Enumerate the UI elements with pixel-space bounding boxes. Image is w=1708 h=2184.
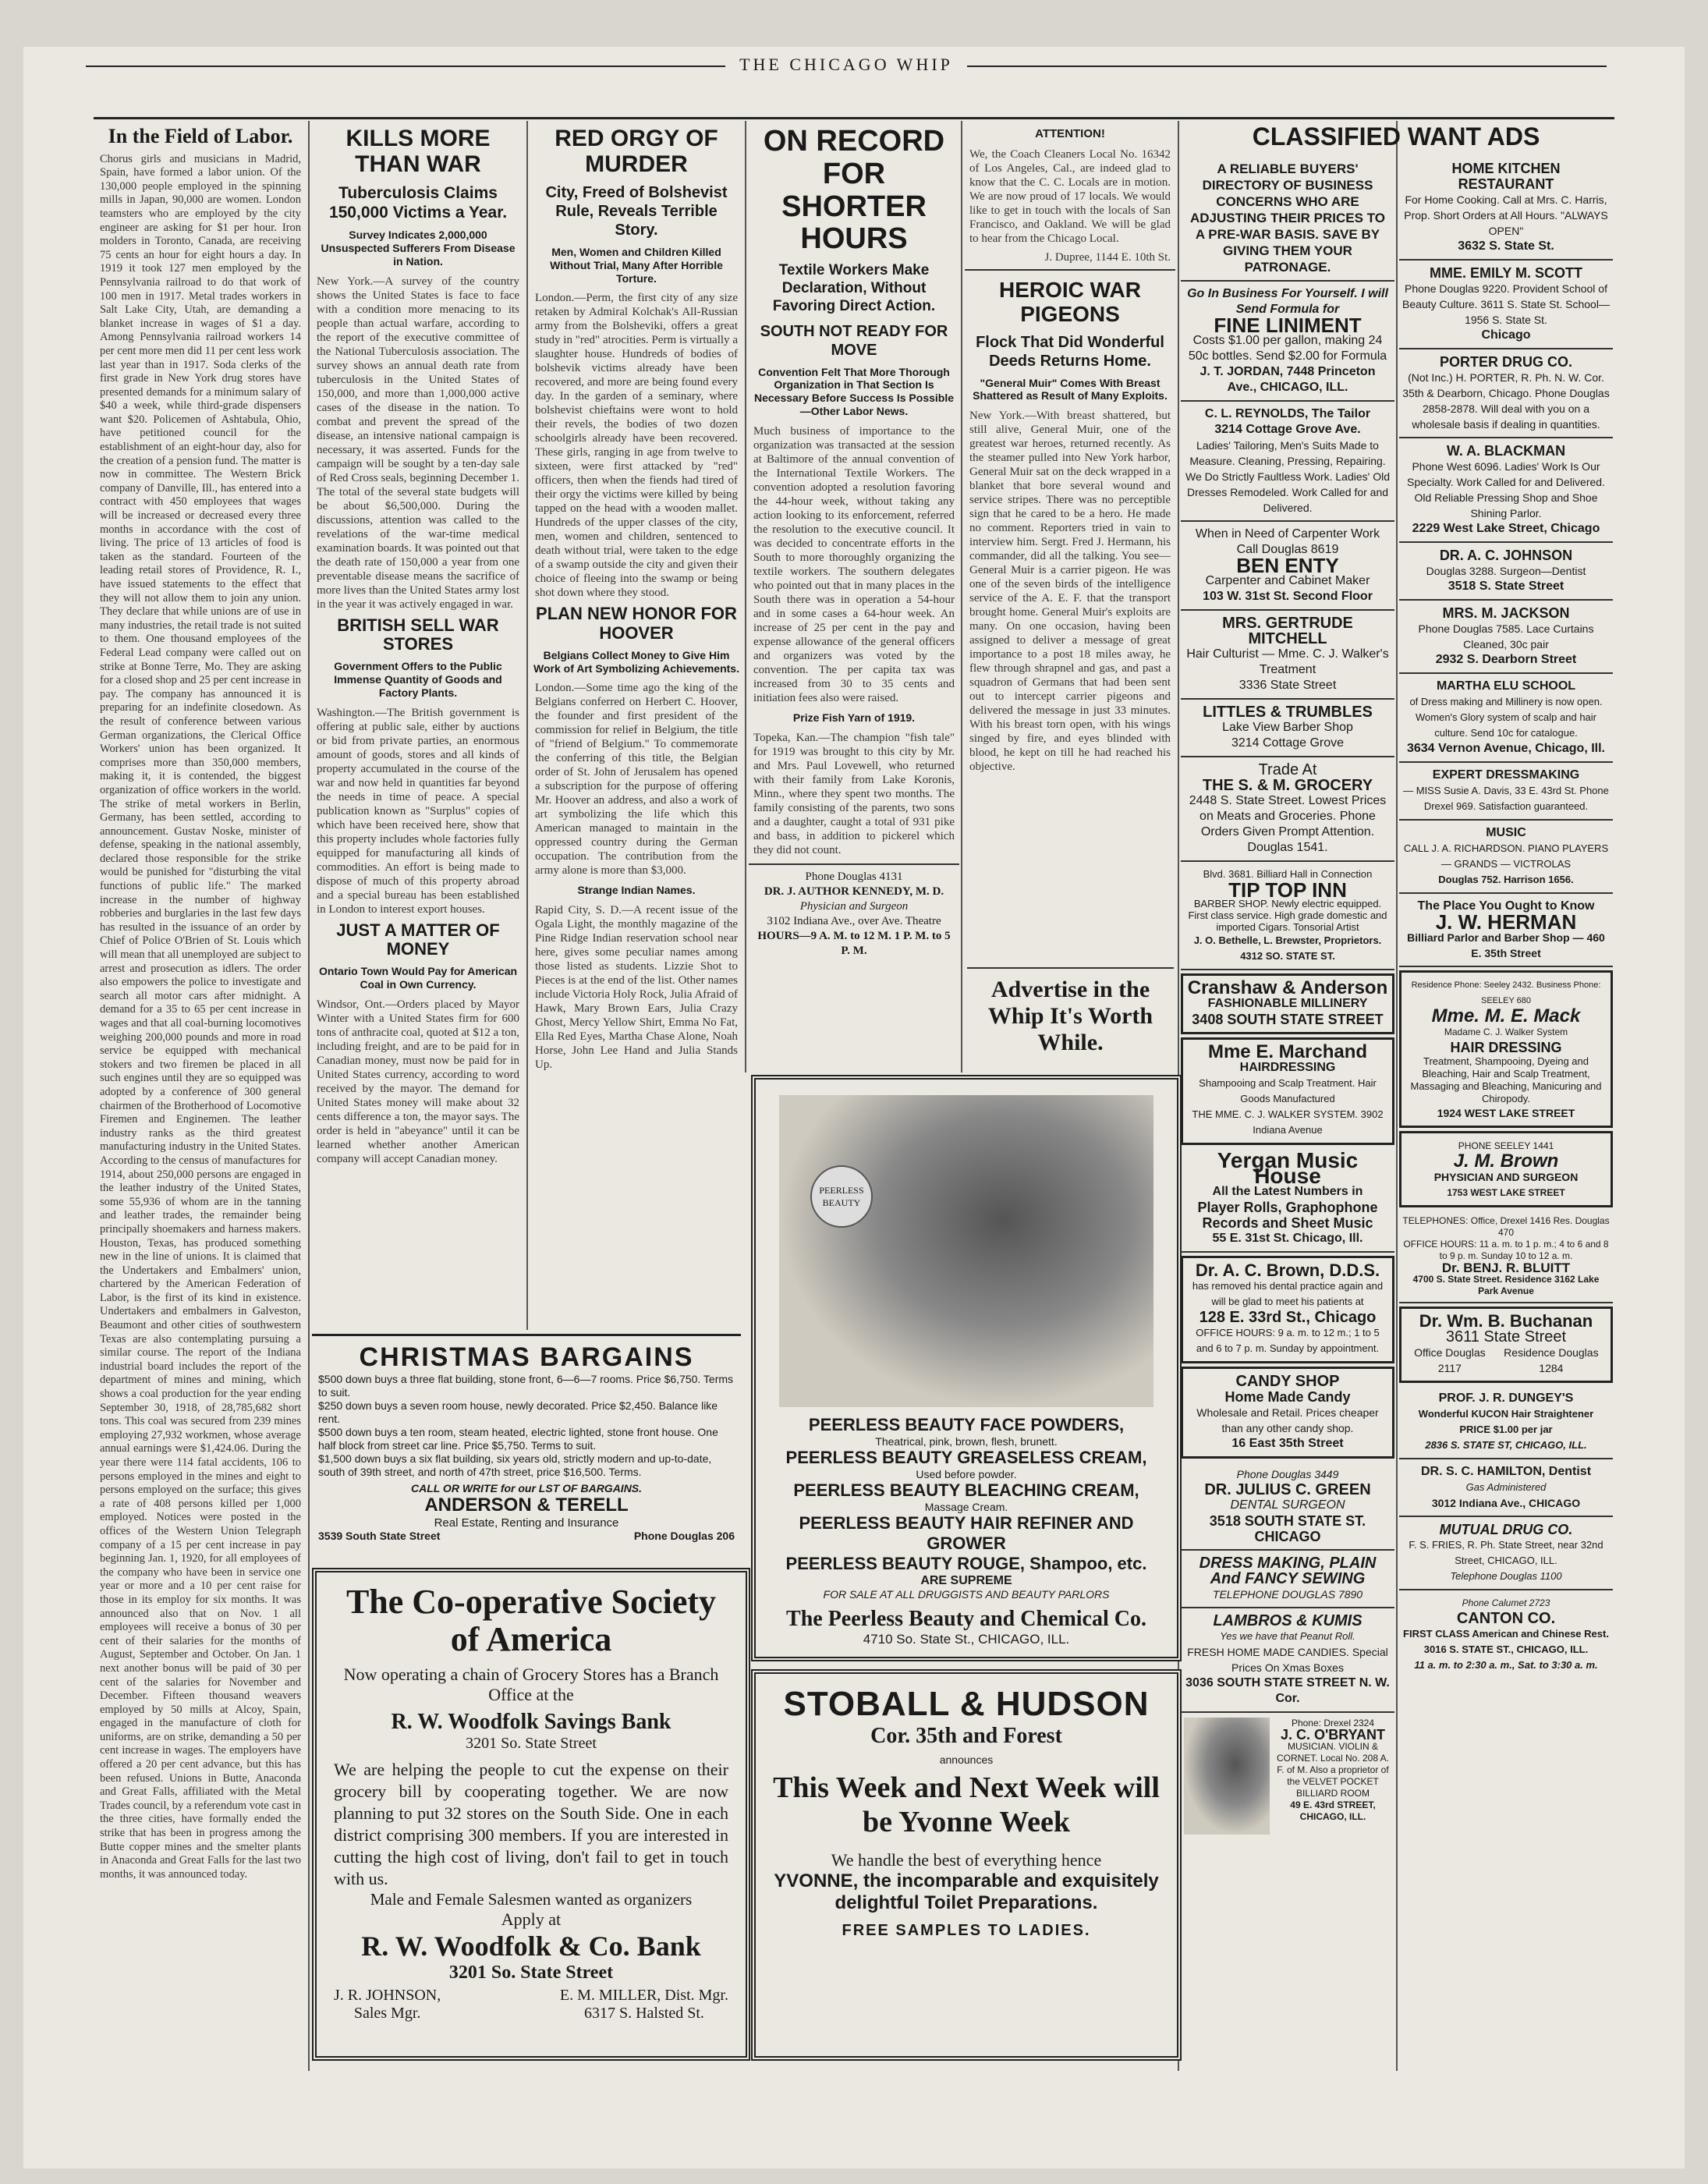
woman-portrait-image (779, 1095, 1153, 1407)
ad-body: FIRST CLASS American and Chinese Rest. 3016 S. STATE ST., CHICAGO, ILL. (1403, 1628, 1609, 1655)
ad-sub: Madame C. J. Walker System (1444, 1026, 1568, 1037)
ad-sub: All the Latest Numbers in (1212, 1185, 1363, 1198)
classified-ad (1399, 1306, 1613, 1383)
ad-name: Yergan Music House (1217, 1148, 1359, 1188)
labor-column (95, 121, 306, 2055)
ad-address: 3408 SOUTH STATE STREET (1192, 1012, 1384, 1027)
card-address: 3102 Indiana Ave., over Ave. Theatre (767, 914, 941, 927)
masthead-rule-right (967, 66, 1607, 67)
classified-ad (1399, 970, 1613, 1128)
ad-name: Dr. BENJ. R. BLUITT (1441, 1260, 1571, 1275)
ad-address: 2836 S. STATE ST, CHICAGO, ILL. (1425, 1439, 1587, 1451)
ad-body: Shampooing and Scalp Treatment. Hair Goods Manufactured (1199, 1077, 1377, 1104)
article-deck: Government Offers to the Public Immense Quantity of Goods and Factory Plants. (334, 660, 502, 699)
ad-name: Mme E. Marchand (1207, 1041, 1368, 1062)
company-address: 4710 So. State St., CHICAGO, ILL. (863, 1632, 1070, 1647)
ad-foot: Billiard Parlor and Barber Shop — 460 E. 35th Street (1407, 931, 1605, 959)
article-body: New York.—With breast shattered, but still alive, General Muir, one of the greatest war heroes, returned recently. As the steamer pulled into New York harbor, General Muir sat on the deck wrapped in a blanket that bore several wound and service stripes. There was no perceptible sign that he cared to be a hero. He made no comment. Reporters tried in vain to interview him. Sergt. Fred J. Hermann, his commander, did all the talking. You see—General Muir is a carrier pigeon. He was one of the seven birds of the intelligence service of the A. E. F. that the transport brought home. General Muir's exploits are many. On one occasion, having been assigned to deliver a message of great importance to a post 18 miles away, he flew through shrapnel and gas, and past a squadron of Germans that had been sent out to intercept carrier pigeons and delivered the message in just 33 minutes. With his breast torn open, with his wings singed by fire, and eyes blinded with blood, he kept on till he had reached his objective. (969, 410, 1171, 774)
product-line: PEERLESS BEAUTY ROUGE, Shampoo, etc. (785, 1554, 1147, 1573)
ad-body: Wonderful KUCON Hair Straightener PRICE $1.00 per jar (1418, 1408, 1594, 1435)
ad-foot: 2229 West Lake Street, Chicago (1412, 522, 1600, 535)
classified-ad (1399, 261, 1613, 349)
ad-name: CANDY SHOP (1235, 1373, 1340, 1390)
article-body: London.—Perm, the first city of any size retaken by Admiral Kolchak's All-Russian army from the Bolsheviki, offers a great study in "red" atrocities. Perm is virtually a slaughter house. Hundreds of bodies of bolshevik victims already have been recovered, and more are being found every day. In the garden of a seminary, where bolshevist chieftains were wont to hold their revels, the bodies of two dozen schoolgirls already have been recovered. These girls, ranging in age from twelve to sixteen, were first attacked by "red" officers, then when the fiends had tired of their orgy the victims were killed by being tapped on the head with a wooden mallet. Hundreds of the upper classes of the city, men, women and children, sentenced to death without trial, were taken to the edge of a swamp outside the city and given their choice of fleeing into the swamp or being shot down where they stood. (535, 292, 738, 600)
classified-ad (1399, 543, 1613, 601)
article-deck: Textile Workers Make Declaration, Without Favoring Direct Action. (772, 262, 936, 314)
article-headline: PLAN NEW HONOR FOR HOOVER (536, 604, 737, 643)
classified-ad (1181, 1256, 1394, 1363)
bargain-item: $500 down buys a ten room, steam heated, electric lighted, stone front house. One half block from street car line. Price $5,750. Terms to suit. (318, 1426, 718, 1452)
ad-name: DR. A. C. JOHNSON (1439, 548, 1573, 563)
article-body: Windsor, Ont.—Orders placed by Mayor Winter with a United States firm for 600 tons of anthracite coal, quoted at $12 a ton, including freight, and are to be paid for in Canadian money, must now be paid for in United States currency, according to word received by the mayor. The demand for United States money will make about 32 cents difference a ton, the mayor says. The order is held in "abeyance" until it can be learned whether another American company will accept Canadian money. (317, 998, 519, 1165)
article-subhead: Prize Fish Yarn of 1919. (792, 711, 916, 724)
ad-name: THE S. & M. GROCERY (1202, 777, 1373, 794)
ad-body: J. W. HERMAN (1435, 910, 1577, 934)
ad-body: We handle the best of everything hence (831, 1850, 1102, 1870)
christmas-bargains-ad (312, 1334, 741, 1562)
bank-name: R. W. Woodfolk & Co. Bank (361, 1930, 701, 1962)
ad-address: 3518 SOUTH STATE ST. CHICAGO (1209, 1513, 1366, 1544)
column-rule (526, 121, 528, 1330)
ad-name: PORTER DRUG CO. (1439, 354, 1572, 370)
classified-ad (1399, 349, 1613, 438)
musician-portrait-image (1184, 1718, 1270, 1835)
ad-name: MUTUAL DRUG CO. (1439, 1522, 1573, 1537)
bank-name: R. W. Woodfolk Savings Bank (391, 1710, 672, 1734)
store-name: STOBALL & HUDSON (783, 1685, 1150, 1723)
bank-address: 3201 So. State Street (466, 1735, 597, 1752)
directory-intro: A RELIABLE BUYERS' DIRECTORY OF BUSINESS CONCERNS WHO ARE ADJUSTING THEIR PRICES TO A PRE-WAR BASIS. SAVE BY GIVING THEM YOUR PATRONAGE. (1181, 156, 1394, 282)
ad-name: J. C. O'BRYANT (1281, 1727, 1385, 1743)
classified-ad (1181, 757, 1394, 862)
ad-foot: 55 E. 31st St. Chicago, Ill. (1212, 1232, 1363, 1245)
ad-body: Lake View Barber Shop (1222, 721, 1353, 734)
ad-hours: OFFICE HOURS: 11 a. m. to 1 p. m.; 4 to 6 and 8 to 9 p. m. Sunday 10 to 12 a. m. (1403, 1239, 1609, 1261)
product-tagline: ARE SUPREME (920, 1574, 1012, 1587)
ad-head: Blvd. 3681. Billiard Hall in Connection (1203, 868, 1373, 880)
ad-foot: Douglas 1541. (1247, 841, 1328, 854)
ad-hours: OFFICE HOURS: 9 a. m. to 12 m.; 1 to 5 and 6 to 7 p. m. Sunday by appointment. (1196, 1327, 1380, 1354)
classified-ad (1181, 1148, 1394, 1253)
classified-ad (1181, 282, 1394, 402)
classified-ad (1181, 1608, 1394, 1713)
column-rule (308, 121, 310, 2071)
ad-foot: 3632 S. State St. (1458, 239, 1554, 253)
ad-hours: 11 a. m. to 2:30 a. m., Sat. to 3:30 a. m. (1414, 1659, 1598, 1671)
ad-body: Carpenter and Cabinet Maker (1205, 574, 1370, 587)
article-headline: JUST A MATTER OF MONEY (336, 920, 500, 959)
classified-ad (1399, 1386, 1613, 1459)
product-note: Massage Cream. (924, 1501, 1008, 1513)
classified-ad (1181, 1551, 1394, 1608)
ad-address: 4700 S. State Street. Residence 3162 Lake Park Avenue (1412, 1274, 1600, 1296)
ad-title: CHRISTMAS BARGAINS (359, 1342, 694, 1372)
ad-body: Douglas 3288. Surgeon—Dentist (1426, 565, 1586, 577)
column-three (530, 121, 742, 1322)
article-deck: Men, Women and Children Killed Without Trial, Many After Horrible Torture. (550, 246, 723, 285)
ad-title: HAIR DRESSING (1450, 1040, 1562, 1055)
article-body: London.—Some time ago the king of the Belgians conferred on Herbert C. Hoover, the founder and first president of the commission for relief in Belgium, the title of "friend of Belgium." To commemorate the conferring of this title, the Belgian order of St. John of Jerusalem has opened a subscription for the purpose of offering Mr. Hoover an address, and also a work of art symbolizing the life which this American managed to maintain in the oppressed country during the German occupation. The contribution from the army alone is more than $3,000. (535, 682, 738, 878)
ad-body: MUSICIAN. VIOLIN & CORNET. Local No. 208 A. F. of M. Also a proprietor of the VELVET POCKET BILLIARD ROOM (1276, 1741, 1390, 1799)
ad-name: PROF. J. R. DUNGEY'S (1438, 1392, 1574, 1405)
ad-body: FRESH HOME MADE CANDIES. Special Prices On Xmas Boxes (1187, 1646, 1388, 1674)
yvonne-headline: This Week and Next Week will be Yvonne Week (773, 1771, 1160, 1838)
classified-title-block (1182, 123, 1611, 154)
article-headline: ON RECORD FOR SHORTER HOURS (763, 125, 945, 256)
ad-phone: Telephone Douglas 1100 (1450, 1570, 1562, 1582)
ad-body: Ladies' Tailoring, Men's Suits Made to Measure. Cleaning, Pressing, Repairing. We Do Strictly Faultless Work. Ladies' Old Dresses Remodeled. Work Called for and Delivered. (1185, 439, 1390, 514)
ad-name: BEN ENTY (1236, 554, 1339, 577)
ad-address: 1753 WEST LAKE STREET (1447, 1187, 1565, 1198)
classified-title: CLASSIFIED WANT ADS (1252, 123, 1540, 151)
ad-name: TIP TOP INN (1228, 878, 1347, 902)
article-body: Washington.—The British government is offering at public sale, either by auctions or bid from private parties, an enormous amount of goods, stores and all kinds of property accumulated in the course of the war and now held in quantities far beyond the needs in time of peace. A special publication known as "Surplus" copies of which have been received here, show that this property includes whole factories fully equipped for manufacturing all kinds of commodities. An effort is being made to dispose of much of this property abroad and a special bureau has been established in London to interest export houses. (317, 706, 519, 916)
advertise-notice: Advertise in the Whip It's Worth While. (967, 967, 1174, 1039)
ad-body: Phone Douglas 9220. Provident School of Beauty Culture. 3611 S. State St. School—1956 S. State St. (1402, 282, 1610, 326)
classified-ad (1181, 1462, 1394, 1551)
column-four (749, 121, 959, 1069)
ad-foot: 2932 S. Dearborn Street (1435, 653, 1577, 666)
ad-body: Player Rolls, Graphophone Records and Sheet Music (1197, 1200, 1378, 1231)
ad-phone: Phone Calumet 2723 (1462, 1597, 1550, 1608)
ad-name: W. A. BLACKMAN (1446, 443, 1566, 459)
classified-left-column (1181, 156, 1394, 2059)
ad-sub: PHYSICIAN AND SURGEON (1433, 1171, 1579, 1183)
article-deck: Tuberculosis Claims 150,000 Victims a Year. (328, 184, 508, 222)
article-headline: KILLS MORE THAN WAR (345, 126, 491, 177)
bargain-item: $1,500 down buys a six flat building, six years old, strictly modern and up-to-date, south of 39th street, and north of 47th street, price $16,500. Terms. (318, 1452, 712, 1478)
ad-sub: Yes we have that Peanut Roll. (1220, 1630, 1355, 1642)
ad-head: Trade At (1258, 761, 1317, 778)
ad-name: J. M. Brown (1453, 1150, 1559, 1172)
ad-name: MRS. M. JACKSON (1442, 605, 1570, 621)
store-corner: Cor. 35th and Forest (870, 1724, 1062, 1748)
ad-body: has removed his dental practice again and will be glad to meet his patients at (1192, 1280, 1384, 1307)
ad-foot: Chicago (1481, 328, 1531, 342)
article-subhead: Strange Indian Names. (577, 884, 696, 897)
article-headline: RED ORGY OF MURDER (555, 126, 718, 177)
article-deck: "General Muir" Comes With Breast Shattered as Result of Many Exploits. (973, 376, 1168, 402)
ad-body: CALL J. A. RICHARDSON. PIANO PLAYERS — GRANDS — VICTROLAS (1403, 842, 1609, 870)
ad-body: Wholesale and Retail. Prices cheaper than any other candy shop. (1196, 1406, 1379, 1434)
ad-foot: 3336 State Street (1238, 679, 1337, 692)
masthead-rule-left (86, 66, 725, 67)
article-deck: Belgians Collect Money to Give Him Work of Art Symbolizing Achievements. (533, 648, 739, 675)
column-rule (745, 121, 746, 1072)
product-line: PEERLESS BEAUTY BLEACHING CREAM, (793, 1480, 1139, 1500)
ad-name: MRS. GERTRUDE MITCHELL (1222, 615, 1353, 647)
ad-call: CALL OR WRITE for our LST OF BARGAINS. (410, 1482, 643, 1494)
masthead (86, 55, 1607, 78)
classified-ad (1399, 763, 1613, 821)
classified-ad (1399, 821, 1613, 894)
ad-office: Office Douglas 2117 (1414, 1346, 1486, 1374)
ad-body: 2448 S. State Street. Lowest Prices on Meats and Groceries. Phone Orders Given Prompt Attention. (1189, 794, 1387, 838)
firm-phone: Phone Douglas 206 (633, 1530, 735, 1542)
article-deck: Ontario Town Would Pay for American Coal in Own Currency. (318, 964, 518, 991)
article-headline: BRITISH SELL WAR STORES (337, 615, 499, 654)
physician-card (749, 863, 959, 963)
free-samples: FREE SAMPLES TO LADIES. (842, 1922, 1091, 1939)
bargain-item: $500 down buys a three flat building, stone front, 6—6—7 rooms. Price $6,750. Terms to suit. (318, 1373, 734, 1399)
classified-ad (1181, 700, 1394, 757)
ad-body: For Home Cooking. Call at Mrs. C. Harris, Prop. Short Orders at All Hours. "ALWAYS OPEN" (1404, 193, 1608, 237)
ad-foot: 3634 Vernon Avenue, Chicago, Ill. (1406, 742, 1605, 755)
ad-phone: Phone Douglas 3449 (1236, 1468, 1339, 1480)
ad-residence: Residence Douglas 1284 (1504, 1346, 1599, 1374)
ad-body: — MISS Susie A. Davis, 33 E. 43rd St. Phone Drexel 969. Satisfaction guaranteed. (1403, 785, 1609, 812)
ad-body: Phone Douglas 7585. Lace Curtains Cleaned, 30c pair (1418, 622, 1594, 651)
labor-headline: In the Field of Labor. (108, 125, 293, 147)
ad-name: MUSIC (1486, 826, 1526, 839)
column-rule (961, 121, 962, 1072)
peerless-products (771, 1415, 1161, 1647)
classified-ad (1399, 1459, 1613, 1517)
ad-foot: 103 W. 31st St. Second Floor (1203, 590, 1373, 603)
signature-title: Sales Mgr. (353, 2005, 421, 2022)
article-deck: City, Freed of Bolshevist Rule, Reveals Terrible Story. (545, 184, 728, 239)
ad-sub: DENTAL SURGEON (1230, 1498, 1345, 1512)
ad-phone: TELEPHONE DOUGLAS 7890 (1212, 1588, 1363, 1601)
announces-text: announces (939, 1753, 994, 1766)
ad-phones (1405, 1345, 1607, 1376)
card-title: Physician and Surgeon (799, 899, 909, 913)
ad-name: LITTLES & TRUMBLES (1203, 704, 1373, 721)
product-line: PEERLESS BEAUTY GREASELESS CREAM, (785, 1448, 1147, 1467)
attention-title: ATTENTION! (1035, 127, 1105, 140)
attention-signature: J. Dupree, 1144 E. 10th St. (1044, 251, 1171, 264)
ad-foot: J. T. JORDAN, 7448 Princeton Ave., CHICAGO, ILL. (1199, 365, 1376, 394)
company-name: The Peerless Beauty and Chemical Co. (786, 1607, 1146, 1631)
ad-title: The Co-operative Society of America (345, 1583, 717, 1658)
ad-head: C. L. REYNOLDS, The Tailor (1204, 407, 1371, 420)
ad-name: Cranshaw & Anderson (1187, 977, 1388, 998)
article-body: Topeka, Kan.—The champion "fish tale" for 1919 was brought to this city by Mr. and Mrs. Paul Lovewell, who returned with their family from Lake Koronis, Minn., where they spent two months. The family consisting of the parents, two sons and a daughter, caught a total of 931 pike and bass, in addition to pickerel which they did not count. (753, 731, 955, 856)
top-rule (94, 117, 1614, 119)
classified-ad (1399, 674, 1613, 763)
ad-name: DR. S. C. HAMILTON, Dentist (1420, 1465, 1592, 1478)
article-deck: SOUTH NOT READY FOR MOVE (760, 322, 948, 359)
firm-address: 3539 South State Street (318, 1530, 441, 1542)
cream-jar-icon (810, 1165, 873, 1228)
ad-body: Phone West 6096. Ladies' Work Is Our Specialty. Work Called for and Delivered. Old Reliable Pressing Shop and Shoe Shining Parlor. (1407, 460, 1605, 519)
product-line: PEERLESS BEAUTY HAIR REFINER AND GROWER (799, 1513, 1134, 1553)
ad-name: MME. EMILY M. SCOTT (1429, 265, 1582, 281)
column-rule (1396, 121, 1398, 2071)
ad-head: When in Need of Carpenter Work Call Douglas 8619 (1195, 527, 1380, 556)
classified-ad (1399, 1590, 1613, 1678)
peerless-beauty-ad (751, 1075, 1182, 1661)
masthead-title: THE CHICAGO WHIP (727, 55, 966, 74)
ad-foot: 3214 Cottage Grove (1231, 736, 1345, 750)
ad-body: Treatment, Shampooing, Dyeing and Bleaching, Hair and Scalp Treatment, Massaging and Bleaching, Manicuring and Chiropody. (1410, 1055, 1602, 1104)
ad-address: 3036 SOUTH STATE STREET N. W. Cor. (1185, 1676, 1390, 1705)
firm-name: ANDERSON & TERELL (424, 1494, 629, 1516)
ad-body: of Dress making and Millinery is now open. Women's Glory system of scalp and hair culture. Send 10c for catalogue. (1409, 696, 1603, 739)
ad-body: YVONNE, the incomparable and exquisitely delightful Toilet Preparations. (774, 1870, 1159, 1913)
ad-head: Go In Business For Yourself. I will Send Formula for (1187, 287, 1388, 316)
stoball-hudson-ad (751, 1669, 1182, 2061)
ad-apply: Apply at (501, 1909, 562, 1929)
ad-name: DRESS MAKING, PLAIN And FANCY SEWING (1199, 1555, 1377, 1587)
signature-name: J. R. JOHNSON, (334, 1987, 441, 2004)
ad-address: 16 East 35th Street (1231, 1437, 1344, 1450)
ad-phone: Residence Phone: Seeley 2432. Business Phone: SEELEY 680 (1411, 980, 1601, 1005)
article-deck: Convention Felt That More Thorough Organization in That Section Is Necessary Before Success Is Possible—Other Labor News. (753, 365, 955, 417)
product-note: Used before powder. (916, 1468, 1017, 1480)
signature-title: 6317 S. Halsted St. (583, 2005, 704, 2022)
ad-body: Costs $1.00 per gallon, making 24 50c bottles. Send $2.00 for Formula (1188, 334, 1387, 363)
ad-body: F. S. FRIES, R. Ph. State Street, near 32nd Street, CHICAGO, ILL. (1409, 1539, 1603, 1566)
ad-foot: Douglas 752. Harrison 1656. (1438, 874, 1574, 885)
classified-ad (1181, 611, 1394, 700)
card-phone: Phone Douglas 4131 (805, 870, 903, 883)
ad-name: HOME KITCHEN RESTAURANT (1451, 161, 1561, 192)
classified-ad (1181, 1713, 1394, 1839)
ad-name: MARTHA ELU SCHOOL (1436, 679, 1576, 693)
classified-ad (1181, 1037, 1394, 1145)
ad-sub: Home Made Candy (1224, 1389, 1351, 1405)
bank-address: 3201 So. State Street (448, 1962, 614, 1983)
ad-signatures (334, 1987, 728, 2023)
ad-phone: TELEPHONES: Office, Drexel 1416 Res. Douglas 470 (1402, 1215, 1610, 1238)
ad-address: 1924 WEST LAKE STREET (1437, 1107, 1575, 1119)
ad-address: 49 E. 43rd STREET, CHICAGO, ILL. (1290, 1799, 1376, 1822)
firm-sub: Real Estate, Renting and Insurance (434, 1516, 619, 1530)
ad-body: Gas Administered (1465, 1481, 1547, 1493)
card-name: DR. J. AUTHOR KENNEDY, M. D. (764, 885, 944, 898)
labor-body: Chorus girls and musicians in Madrid, Spain, have formed a labor union. Of the 130,000 people employed in the spinning mills in Japan, 90,000 are women. London teamsters who are employed by the city engineer are asking for $1 per hour. Iron molders in Toronto, Canada, are receiving 75 cents an hour for eight hours a day. In 1919 it took 127 men employed by the Pennsylvania railroad to do that work of 100 men in 1917. Metal trades workers in Salt Lake City, Utah, are demanding a blanket increase in wages of $1 a day. Among Pennsylvania railroad workers 14 per cent more men did 11 per cent less work last year than in 1917. Soda clerks of the first grade in New York drug stores have presented demands for a minimum salary of $40 a week, while third-grade dispensers want $20. Policemen of Ashtabula, Ohio, have petitioned council for the establishment of an eight-hour day, also for the creation of a pension fund. The matter is now in committee. The Western Brick company of Danville, Ill., has entered into a contract with 450 employees that wages will be increased or decreased every three months in accordance with the cost of living. The price of 13 articles of food is taken as the standard. Fourteen of the leading retail stores of Providence, R. I., have issued statements to the effect that they will not allow them to join any union. They declare that while unions are of use in many industries, the retail trade is not suited to them. One thousand employees of the Federal Lead company were called out on strike at Bonne Terre, Mo. They are asking for a closed shop and 25 per cent increase in pay. The company has announced it is preparing for an indefinite closedown. As the result of conference between various German organizations, the Clerical Office Workers' union has been organized. It comprises more than 350,000 members, making it, it is contended, the biggest organization of office workers in the world. The strike of metal workers in Berlin, Germany, has been settled, according to announcement. Gustav Noske, minister of defense, speaking in the national assembly, declared those responsible for the strike would be punished for "disturbing the vital functions of public life." The marked increase in the number of highway robberies and burglaries in the last few days has resulted in the issuance of an order by Chief of Police O'Brien of St. Louis which will mean that all unemployed are subject to arrest and prosecution as idlers. The order also empowers the police to investigate and search all motor cars after midnight. A demand for a 35 to 65 per cent increase in wages and that all coal-burning locomotives weighing 200,000 pounds and more in road service be equipped with mechanical stokers and two firemen be placed in all such engines until they are so equipped was adopted by a conference of 300 general chairmen of the Brotherhood of Locomotive Firemen and Enginemen. The leather industry ranks as the third greatest manufacturing industry in the United States. According to the census of manufactures for 1914, about 250,000 persons are engaged in the leather industry of the United States, some 55,936 of whom are in the tanning and leather trades, the remainder being principally shoemakers and harness makers. Houston, Texas, has produced something new in the line of unions. It is claimed that the Undertakers and Embalmers' union, chartered by the American Federation of Labor, is the first of its kind in existence. Undertakers and embalmers in Galveston, Beaumont and other cities of southwestern Texas are also contemplating pursuing a similar course. The report of the Indiana industrial board includes the report of the department of mines and mining, which shows a coal production for the year ending September 30, 1918, of 28,785,682 short tons. This coal was secured from 239 mines employing 27,932 workmen, whose average annual earnings were $1,424.06. During the year there were 114 fatal accidents, 106 to persons employed in the mines and eight to persons employed on the surface; this gives a rate of 408 persons killed per 1,000 employed. Notices were posted in the offices of the Western Union Telegraph company of a 15 per cent increase in pay beginning Jan. 1, 1920, for all employees of the company who have been in service one year or more and a 10 per cent raise for those in its employ for six months. It was announced also that on Nov. 1 all employees will receive a bonus of 30 per cent of their salaries for the months of August, September and October. On Jan. 1 next another bonus will be paid of 30 per cent of the salaries for November and December. Fifteen thousand weavers employed by 50 mills at Alcoy, Spain, engaged in the manufacture of cloth for uniforms, are on strike, demanding a 50 per cent increase in wages. The employers have offered a 20 per cent advance, but this has been refused. Unions in Butte, Anaconda and Great Falls, affiliated with the Metal Trades council, by a referendum vote cast in the three cities, have formally ended the strike that has been in progress among the Butte copper mines and the smelter plants in Anaconda and Great Falls for the last two months, it was announced today. (100, 152, 301, 1881)
ad-phone: PHONE SEELEY 1441 (1458, 1140, 1554, 1151)
ad-foot: 3518 S. State Street (1448, 580, 1564, 593)
classified-ad (1181, 973, 1394, 1034)
ad-name: The Place You Ought to Know (1417, 899, 1595, 913)
ad-wanted: Male and Female Salesmen wanted as organizers (370, 1890, 693, 1909)
ad-body: Hair Culturist — Mme. C. J. Walker's Treatment (1186, 647, 1389, 676)
article-headline: HEROIC WAR PIGEONS (965, 269, 1175, 327)
bargain-item: $250 down buys a seven room house, newly decorated. Price $2,450. Balance like rent. (318, 1399, 718, 1425)
classified-ad (1399, 156, 1613, 261)
attention-body: We, the Coach Cleaners Local No. 16342 of Los Angeles, Cal., are indeed glad to know that the C. C. Locals are in motion. We are now proud of 17 locals. We would like to get in touch with the locals of San Francisco, and Oakland. We will be glad to hear from the Chicago Local. (969, 148, 1171, 245)
ad-address: 128 E. 33rd St., Chicago (1199, 1309, 1377, 1326)
classified-ad (1399, 601, 1613, 674)
ad-name: CANTON CO. (1456, 1610, 1556, 1627)
classified-ad (1181, 522, 1394, 611)
classified-ad (1399, 1131, 1613, 1207)
ad-body: BARBER SHOP. Newly electric equipped. First class service. High grade domestic and imported Cigars. Tonsorial Artist (1188, 898, 1387, 933)
jar-label: PEERLESS BEAUTY (819, 1185, 864, 1208)
signature-name: E. M. MILLER, Dist. Mgr. (559, 1987, 728, 2004)
ad-name: EXPERT DRESSMAKING (1432, 768, 1580, 782)
article-body: Much business of importance to the organization was transacted at the session at Baltimore of the annual convention of the International Textile Workers. The convention adopted a resolution favoring the 44-hour week, without taking any action looking to its enforcement, referred the resolution to the executive council. It was decided to concentrate efforts in the South to more thoroughly organizing the textile workers. The southern delegates who pointed out that in many places in the South there was in operation a 54-hour and in some cases a 64-hour week. An increase of 25 per cent in the pay and expense allowance of the general officers and organizers was voted by the convention. The per capita tax was increased from 30 to 35 cents and initiation fees also were raised. (753, 424, 955, 704)
ad-address: 3611 State Street (1445, 1328, 1567, 1346)
classified-ad (1181, 402, 1394, 522)
cooperative-society-ad (312, 1568, 750, 2061)
ad-body: (Not Inc.) H. PORTER, R. Ph. N. W. Cor. 35th & Dearborn, Chicago. Phone Douglas 2858-2878. Will deal with you on a wholesale basis if dealing in quantities. (1402, 371, 1610, 431)
column-two (312, 121, 524, 1322)
card-hours: HOURS—9 A. M. to 12 M. 1 P. M. to 5 P. M. (757, 929, 951, 957)
ad-body: We are helping the people to cut the expense on their grocery bill by cooperating together. We are now planning to put 32 stores on the South Side. One in each district comprising 300 members. If you are interested in cutting the high cost of living, don't fail to get in touch with us. (334, 1760, 728, 1888)
column-five (965, 121, 1175, 1069)
ad-name: Dr. Wm. B. Buchanan (1419, 1311, 1593, 1331)
product-note: Theatrical, pink, brown, flesh, brunett. (875, 1435, 1058, 1448)
article-deck: Survey Indicates 2,000,000 Unsuspected Sufferers From Disease in Nation. (321, 229, 516, 268)
classified-ad (1181, 862, 1394, 970)
ad-name: Dr. A. C. Brown, D.D.S. (1195, 1260, 1380, 1280)
ad-name: FINE LINIMENT (1214, 314, 1362, 337)
classified-ad (1399, 894, 1613, 967)
ad-address: 3012 Indiana Ave., CHICAGO (1431, 1497, 1581, 1509)
ad-name: Mme. M. E. Mack (1431, 1005, 1581, 1026)
ad-name: LAMBROS & KUMIS (1213, 1612, 1363, 1629)
classified-ad (1399, 438, 1613, 543)
ad-foot: J. O. Bethelle, L. Brewster, Proprietors. 4312 SO. STATE ST. (1193, 934, 1382, 962)
classified-right-column (1399, 156, 1613, 2059)
ad-phone: Phone: Drexel 2324 (1291, 1718, 1375, 1728)
classified-ad (1181, 1367, 1394, 1459)
ad-name: 3214 Cottage Grove Ave. (1214, 423, 1361, 436)
classified-ad (1399, 1517, 1613, 1590)
firm-contact (318, 1530, 735, 1542)
classified-ad (1399, 1211, 1613, 1303)
product-availability: FOR SALE AT ALL DRUGGISTS AND BEAUTY PARLORS (823, 1588, 1110, 1601)
article-deck: Flock That Did Wonderful Deeds Returns Home. (976, 333, 1164, 370)
article-body: New York.—A survey of the country shows the United States is face to face with a condition more menacing to its people than actual warfare, according to the report of the executive committee of the National Tuberculosis association. The survey shows an annual death rate from tuberculosis in the United States of 150,000, and more than 1,000,000 active cases of the disease in the nation. To combat and prevent the spread of the disease, an intensive national campaign is necessary, it was asserted. Funds for the campaign will be sought by a ten-day sale of Red Cross seals, beginning December 1. The total of the several state budgets will be about $6,500,000. During the discussions, attention was called to the revelations of the war-time medical examination boards. It was pointed out that the death rate of 150,000 a year from one preventable disease means the sacrifice of more lives than the United States army lost in the year it was actively engaged in war. (317, 275, 519, 611)
ad-foot: THE MME. C. J. WALKER SYSTEM. 3902 Indiana Avenue (1192, 1108, 1384, 1136)
article-body: Rapid City, S. D.—A recent issue of the Ogala Light, the monthly magazine of the Pine Ridge Indian reservation school near here, gives some peculiar names among those listed as students. Lizzie Shot to Pieces is at the end of the list. Other names include Victoria Holy Rock, Julia Afraid of Hawk, Mary Brown Ears, Julia Crazy Ghost, Mercy Yellow Shirt, Emma No Fat, Ella Red Eyes, Martha Chase Alone, Noah Horse, John Lee Hand and Julia Stands Up. (535, 904, 738, 1072)
ad-line: Now operating a chain of Grocery Stores has a Branch Office at the (343, 1665, 719, 1704)
ad-sub: FASHIONABLE MILLINERY (1207, 997, 1368, 1010)
product-line: PEERLESS BEAUTY FACE POWDERS, (808, 1415, 1125, 1434)
ad-name: DR. JULIUS C. GREEN (1204, 1481, 1371, 1498)
ad-sub: HAIRDRESSING (1239, 1061, 1336, 1074)
